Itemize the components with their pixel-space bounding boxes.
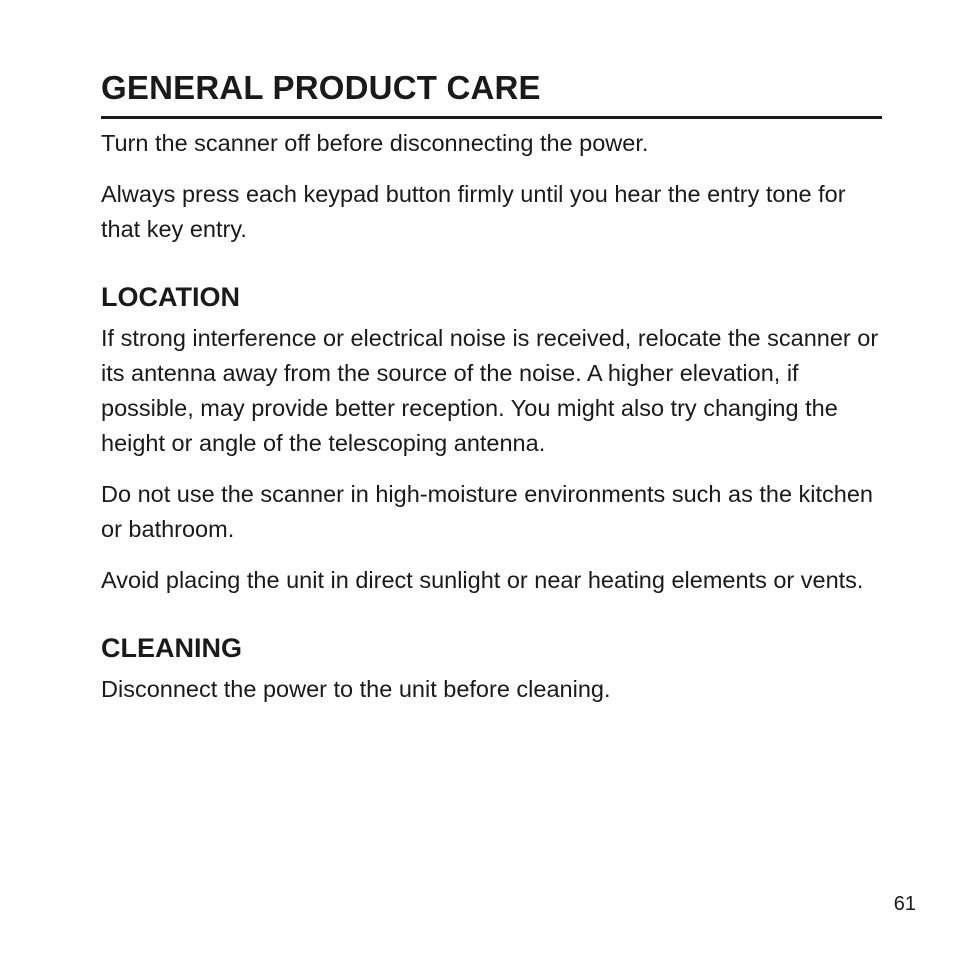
location-paragraph-sunlight: Avoid placing the unit in direct sunlight or near heating elements or vents. [101, 567, 864, 593]
document-page [101, 68, 882, 707]
cleaning-paragraph-disconnect: Disconnect the power to the unit before cleaning. [101, 676, 611, 702]
location-paragraph-interference: If strong interference or electrical noise is received, relocate the scanner or its antenna away from the source of the noise. A higher elevation, if possible, may provide better reception. You might also try changing the height or angle of the telescoping antenna. [101, 325, 879, 456]
page-title: GENERAL PRODUCT CARE [101, 68, 882, 119]
intro-paragraph-keypad: Always press each keypad button firmly until you hear the entry tone for that key entry. [101, 181, 846, 242]
page-number: 61 [893, 893, 916, 915]
location-paragraph-moisture: Do not use the scanner in high-moisture environments such as the kitchen or bathroom. [101, 481, 874, 542]
section-heading-cleaning: CLEANING [101, 633, 242, 663]
intro-paragraph-power: Turn the scanner off before disconnecting the power. [101, 130, 649, 156]
section-heading-location: LOCATION [101, 282, 240, 312]
